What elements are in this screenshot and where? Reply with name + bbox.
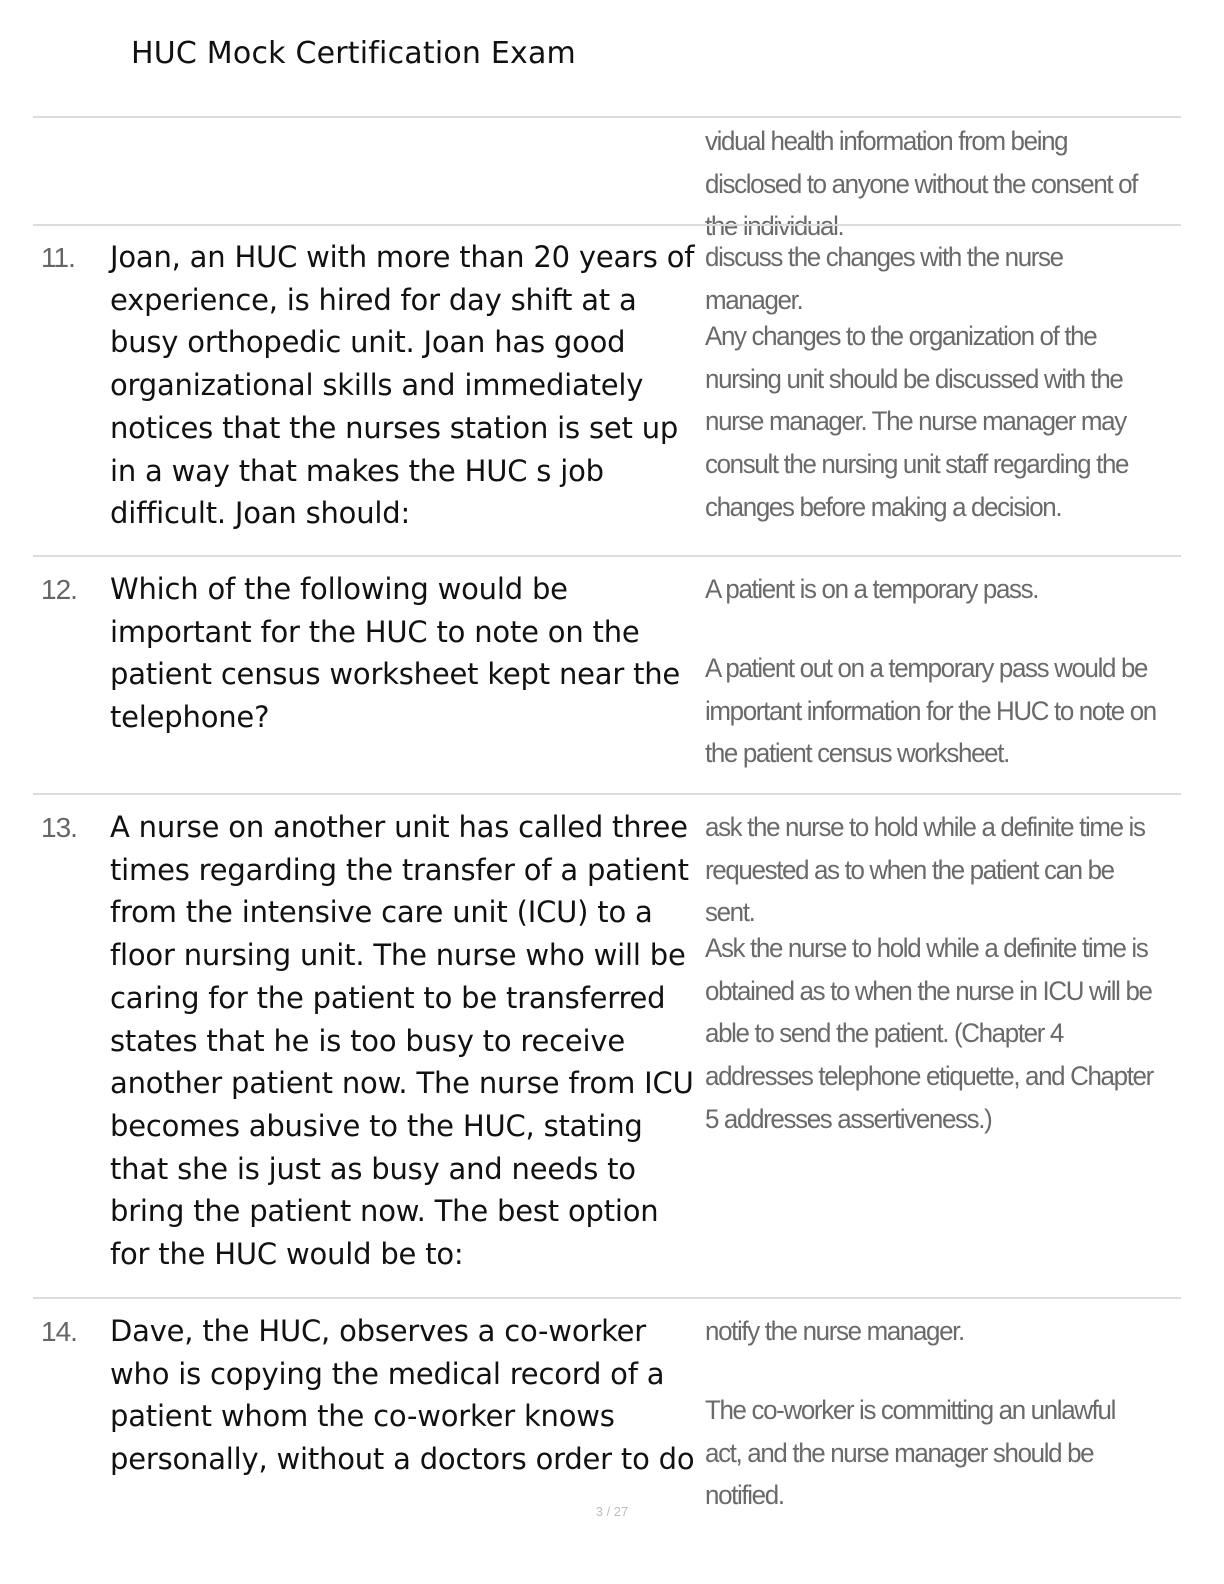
question-text: Dave, the HUC, observes a co-worker who is copying the medical record of a patient whom the co-worker knows personally, without a doctors order to do	[110, 1314, 695, 1477]
page-number: 3 / 27	[595, 1504, 629, 1519]
divider	[33, 1297, 1181, 1299]
answer-text: notify the nurse manager.	[705, 1316, 964, 1346]
question-text: Joan, an HUC with more than 20 years of experience, is hired for day shift at a busy orthopedic unit. Joan has good organizational skills and immediately notices that the nurses station is set up in a way that makes the HUC s job difficult. Joan should:	[110, 240, 695, 531]
question-text: A nurse on another unit has called three times regarding the transfer of a patient from the intensive care unit (ICU) to a floor nursing unit. The nurse who will be caring for the patient to be transferred states that he is too busy to receive another patient now. The nurse from ICU becomes abusive to the HUC, stating that she is just as busy and needs to bring the patient now. The best option for the HUC would be to:	[110, 810, 694, 1272]
question-number: 12.	[41, 574, 77, 605]
divider	[33, 555, 1181, 557]
explanation-text: A patient out on a temporary pass would be important information for the HUC to note on the patient census worksheet.	[705, 653, 1156, 769]
explanation-text: The co-worker is committing an unlawful act, and the nurse manager should be notified.	[705, 1395, 1115, 1511]
question-number: 11.	[41, 242, 75, 273]
question-number: 13.	[41, 812, 77, 843]
divider	[33, 224, 1181, 226]
answer-text: A patient is on a temporary pass.	[705, 574, 1039, 604]
question-text: Which of the following would be important for the HUC to note on the patient census worksheet kept near the telephone?	[110, 572, 681, 735]
answer-text: discuss the changes with the nurse manager.	[705, 242, 1063, 315]
question-number: 14.	[41, 1316, 77, 1347]
continued-explanation: vidual health information from being disclosed to anyone without the consent of the individual.	[705, 126, 1138, 242]
answer-text: ask the nurse to hold while a definite time is requested as to when the patient can be sent.	[705, 812, 1145, 928]
divider	[33, 793, 1181, 795]
divider	[33, 116, 1181, 118]
page-title: HUC Mock Certification Exam	[131, 36, 576, 71]
explanation-text: Any changes to the organization of the nursing unit should be discussed with the nurse manager. The nurse manager may consult the nursing unit staff regarding the changes before making a decision.	[705, 321, 1129, 522]
explanation-text: Ask the nurse to hold while a definite time is obtained as to when the nurse in ICU will be able to send the patient. (Chapter 4 addresses telephone etiquette, and Chapter 5 addresses assertiveness.)	[705, 933, 1153, 1134]
